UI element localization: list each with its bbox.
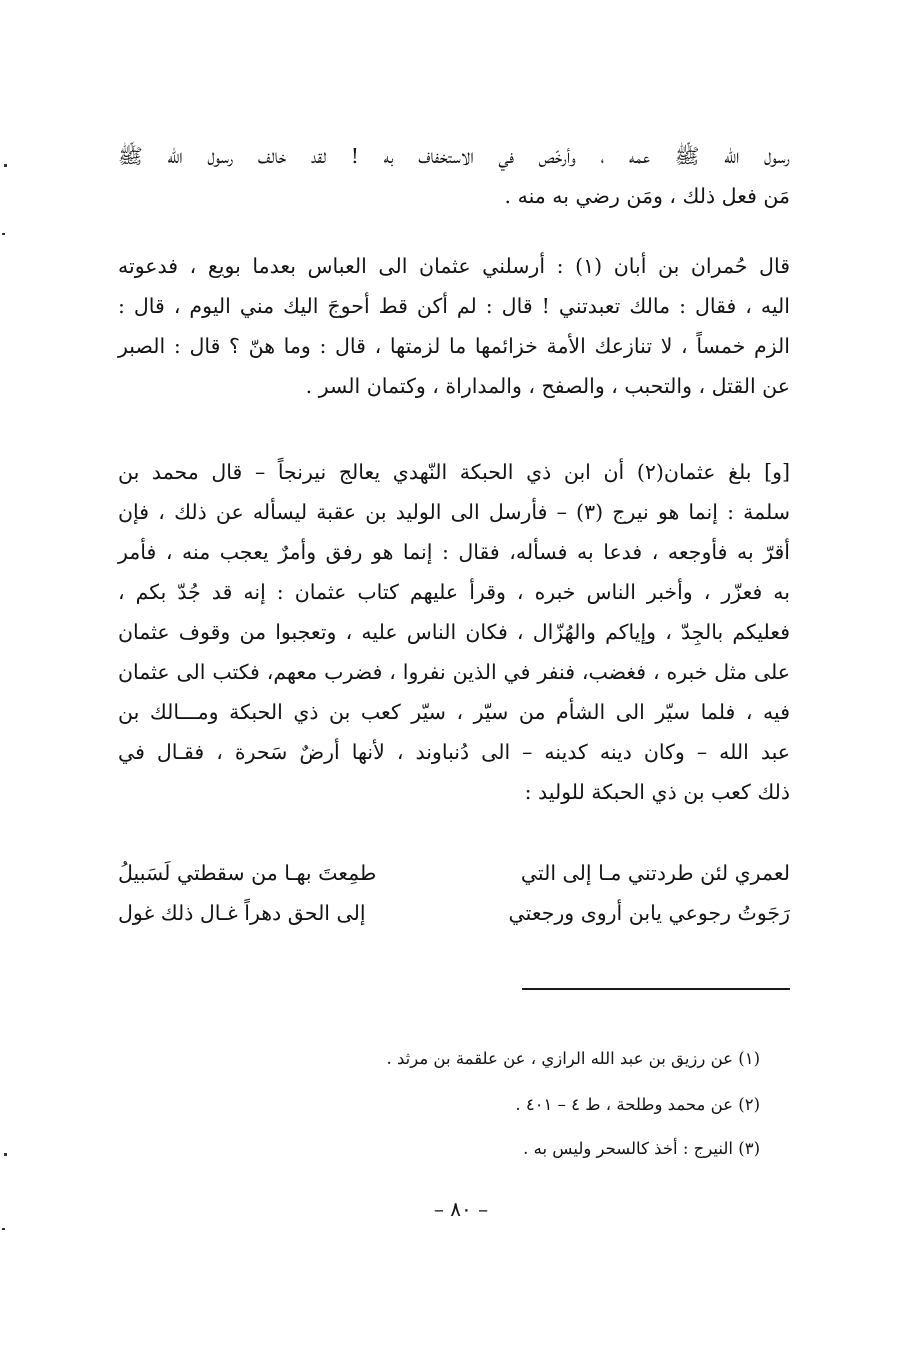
footnote: (١) عن رزيق بن عبد الله الرازي ، عن علقمة بن مرثد . (386, 1049, 760, 1068)
footnote: (٣) النيرج : أخذ كالسحر وليس به . (523, 1139, 760, 1158)
footnote: (٢) عن محمد وطلحة ، ط ٤ – ٤٠١ . (515, 1095, 760, 1114)
scan-speck (2, 233, 5, 235)
verse-second-hemistich: طمِعتَ بهـا من سقطتي لَسَبيلُ (118, 861, 377, 885)
text-line: عبد الله – وكان دينه كدينه – الى دُنباوند ، لأنها أرضٌ سَحرة ، فقـال في (118, 740, 790, 764)
text-line: ذلك كعب بن ذي الحبكة للوليد : (524, 780, 790, 804)
text-line: به فعزّر ، وأخبر الناس خبره ، وقرأ عليهم كتاب عثمان : إنه قد جُدّ بكم ، (118, 580, 790, 604)
text-line: أقرّ به فأوجعه ، فدعا به فسأله، فقال : إنما هو رفق وأمرٌ يعجب منه ، فأمر (118, 540, 790, 564)
text-line: مَن فعل ذلك ، ومَن رضي به منه . (504, 184, 790, 208)
text-line: [و] بلغ عثمان(٢) أن ابن ذي الحبكة النّهدي يعالج نيرنجاً – قال محمد بن (118, 460, 791, 484)
text-line: الزم خمساً ، لا تنازعك الأمة خزائمها ما لزمتها ، قال : وما هنّ ؟ قال : الصبر (118, 334, 790, 358)
text-line: على مثل خبره ، فغضب، فنفر في الذين نفروا ، فضرب معهم، فكتب الى عثمان (118, 660, 790, 684)
text-line: سلمة : إنما هو نيرج (٣) – فأرسل الى الوليد بن عقبة ليسأله عن ذلك ، فإن (118, 500, 790, 524)
verse-first-hemistich: رَجَوتُ رجوعي يابن أروى ورجعتي (508, 901, 790, 925)
verse-line (118, 893, 790, 933)
verse-second-hemistich: إلى الحق دهراً غـال ذلك غول (118, 901, 366, 925)
scan-speck (4, 1153, 7, 1156)
paragraph-3 (118, 452, 790, 812)
paragraph-1 (118, 136, 790, 216)
text-line: عن القتل ، والتحبب ، والصفح ، والمداراة ، وكتمان السر . (305, 374, 790, 398)
text-line: قال حُمران بن أبان (١) : أرسلني عثمان الى العباس بعدما بويع ، فدعوته (118, 254, 790, 278)
paragraph-2 (118, 246, 790, 406)
page-number: – ٨٠ – (433, 1197, 489, 1221)
verse-first-hemistich: لعمري لئن طردتني مـا إلى التي (520, 861, 790, 885)
text-line: فيه ، فلما سيّر الى الشأم من سيّر ، سيّر كعب بن ذي الحبكة ومـــالك بن (118, 700, 790, 724)
text-line: فعليكم بالجِدّ ، وإياكم والهُزّال ، فكان الناس عليه ، وتعجبوا من وقوف عثمان (118, 620, 790, 644)
scan-speck (4, 164, 7, 167)
scan-speck (2, 1228, 5, 1230)
verse-line (118, 853, 790, 893)
footnote-separator (522, 988, 790, 990)
text-line: رسول الله ﷺ عمه ، وأرخّص في الاستخفاف به ! لقد خالف رسول الله ﷺ (118, 144, 790, 168)
text-line: اليه ، فقال : مالك تعبدتني ! قال : لم أكن قط أحوجَ اليك مني اليوم ، قال : (118, 294, 790, 318)
poem-verses (118, 853, 790, 933)
